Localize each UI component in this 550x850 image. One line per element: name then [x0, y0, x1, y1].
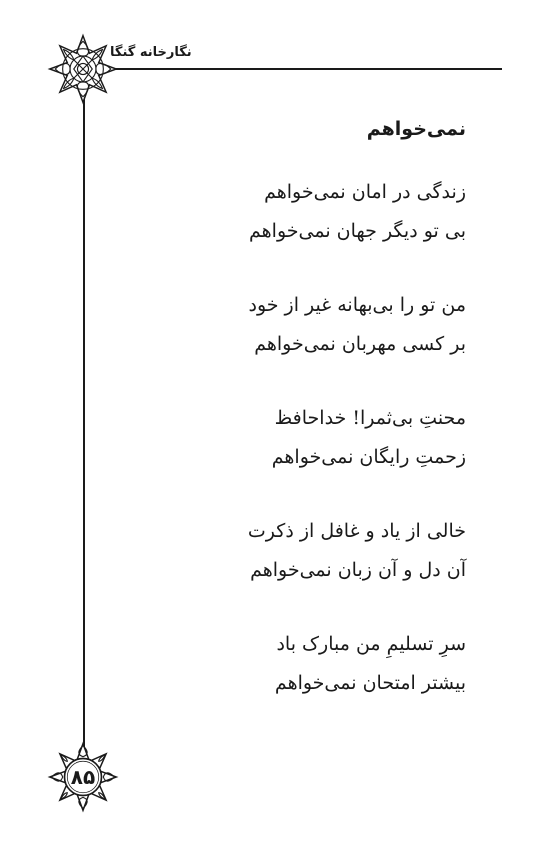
verse-line: زحمتِ رایگان نمی‌خواهم — [271, 446, 466, 468]
verse-line: بر کسی مهربان نمی‌خواهم — [254, 333, 466, 355]
book-title: نگارخانه گنگا — [110, 45, 192, 60]
arabesque-star-ornament-icon — [46, 32, 120, 106]
stanza — [106, 173, 466, 251]
verse-line: زندگی در امان نمی‌خواهم — [264, 181, 466, 203]
stanza — [106, 286, 466, 364]
poem-title: نمی‌خواهم — [366, 118, 466, 140]
stanza — [106, 512, 466, 590]
verse-line: بیشتر امتحان نمی‌خواهم — [274, 672, 466, 694]
stanza — [106, 399, 466, 477]
page-number: ۸۵ — [70, 765, 96, 789]
verse-line: بی تو دیگر جهان نمی‌خواهم — [249, 220, 466, 242]
verse-line: خالی از یاد و غافل از ذکرت — [247, 520, 466, 542]
verse-line: آن دل و آن زبان نمی‌خواهم — [250, 559, 466, 581]
verse-line: سرِ تسلیمِ من مبارک باد — [276, 633, 466, 655]
verse-line: محنتِ بی‌ثمرا! خداحافظ — [274, 407, 466, 429]
verse-line: من تو را بی‌بهانه غیر از خود — [248, 294, 466, 316]
poem-body — [106, 173, 466, 738]
margin-rule — [83, 68, 85, 776]
stanza — [106, 625, 466, 703]
header-rule — [84, 68, 502, 70]
